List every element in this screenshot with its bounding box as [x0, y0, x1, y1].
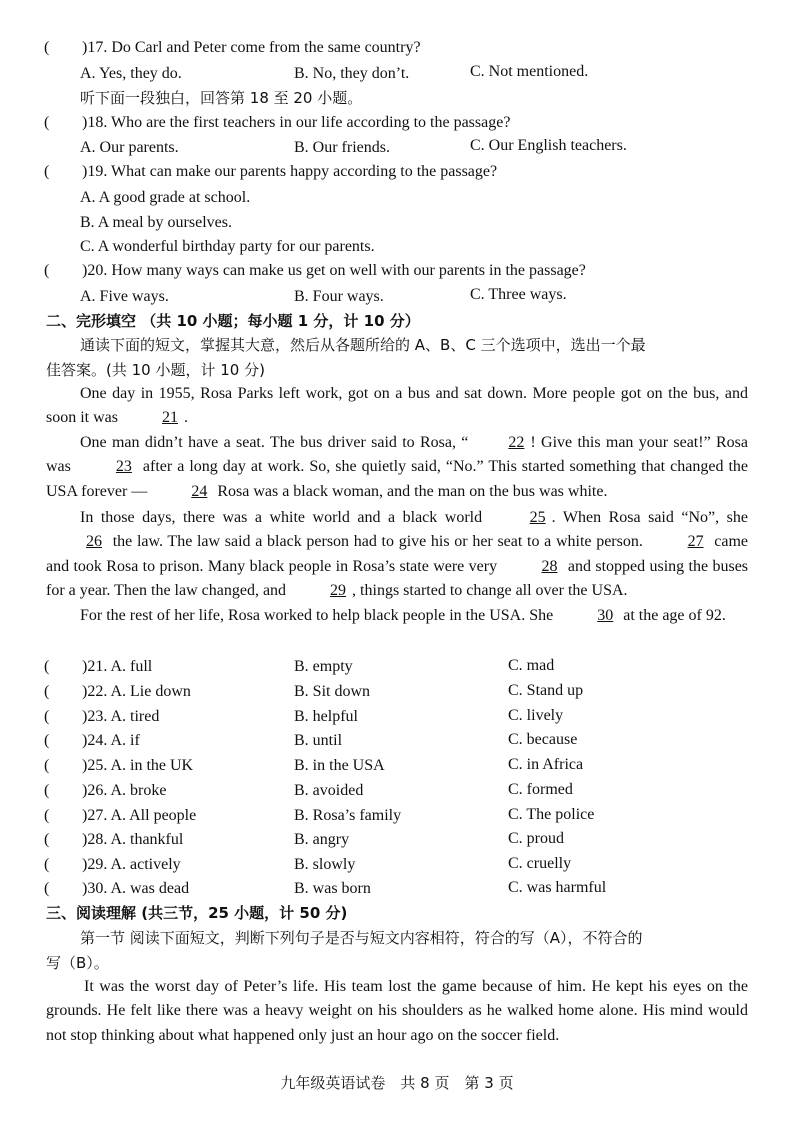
blank-29: 29 — [330, 582, 347, 600]
reading-instruction-2: 写（B）。 — [46, 954, 109, 972]
option-b: B. Rosa’s family — [294, 807, 402, 824]
reading-instruction-1: 第一节 阅读下面短文，判断下列句子是否与短文内容相符，符合的写（A），不符合的 — [80, 929, 643, 947]
question-text: )17. Do Carl and Peter come from the same country? — [82, 39, 421, 56]
option-b: B. in the USA — [294, 757, 385, 774]
answer-paren[interactable]: ( — [44, 658, 50, 675]
option-a: A. A good grade at school. — [80, 189, 251, 206]
blank-23: 23 — [115, 458, 132, 476]
passage-text: at the age of 92. — [623, 607, 726, 624]
option-b: B. angry — [294, 831, 350, 848]
blank-25: 25 — [529, 509, 546, 526]
section-heading-reading: 三、阅读理解 (共三节，25 小题，计 50 分) — [46, 904, 348, 922]
answer-paren[interactable]: ( — [44, 831, 50, 848]
blank-27: 27 — [687, 533, 704, 551]
reading-passage: It was the worst day of Peter’s life. His team lost the game because of him. He kept his eyes on the grounds. He felt like there was a heavy weight on his shoulders as he walked home alone. His mind would not stop thinking about what happened only just an hour ago on the soccer field. — [46, 978, 748, 1044]
option-row-21 — [44, 657, 152, 677]
passage-text: . When Rosa said “No”, she — [551, 509, 748, 526]
question-19 — [44, 162, 497, 182]
blank-24: 24 — [191, 482, 208, 500]
option-b: B. Sit down — [294, 683, 371, 700]
option-a: )25. A. in the UK — [82, 757, 194, 774]
option-a: A. Five ways. — [80, 288, 169, 305]
option-a: )28. A. thankful — [82, 831, 184, 848]
answer-paren[interactable]: ( — [44, 39, 50, 56]
option-c: C. formed — [508, 781, 573, 798]
answer-paren[interactable]: ( — [44, 856, 50, 873]
passage-text: after a long day at work. So, she quietly said, “No.” This started something that changed the USA forever — — [46, 458, 749, 500]
option-b: B. No, they don’t. — [294, 65, 410, 82]
option-row-26 — [44, 781, 166, 801]
question-text: )19. What can make our parents happy according to the passage? — [82, 163, 498, 180]
cloze-paragraph-4 — [46, 604, 748, 628]
answer-paren[interactable]: ( — [44, 683, 50, 700]
option-a: A. Our parents. — [80, 139, 179, 156]
blank-28: 28 — [541, 557, 558, 575]
option-row-22 — [44, 682, 191, 702]
option-row-27 — [44, 806, 196, 826]
option-b: B. slowly — [294, 856, 356, 873]
option-a: )30. A. was dead — [82, 880, 190, 897]
blank-26: 26 — [86, 533, 102, 551]
passage-text: . — [184, 409, 188, 427]
answer-paren[interactable]: ( — [44, 262, 50, 279]
passage-text: , things started to change all over the USA. — [352, 582, 628, 600]
passage-text: and stopped using the buses for a year. Then the law changed, and — [46, 557, 749, 600]
option-row-29 — [44, 855, 181, 875]
option-row-28 — [44, 830, 183, 850]
option-c: C. because — [508, 731, 578, 748]
option-row-23 — [44, 707, 159, 727]
option-c: C. Our English teachers. — [470, 137, 627, 154]
question-17 — [44, 38, 421, 58]
passage-text: ! Give this man your seat!” Rosa was — [46, 434, 748, 476]
option-c: C. was harmful — [508, 879, 607, 896]
option-b: B. until — [294, 732, 343, 749]
passage-text: One day in 1955, Rosa Parks left work, got on a bus and sat down. More people got on the bus, and soon it was — [46, 385, 748, 427]
answer-paren[interactable]: ( — [44, 163, 50, 180]
listening-instruction: 听下面一段独白，回答第 18 至 20 小题。 — [80, 89, 363, 107]
passage-text: For the rest of her life, Rosa worked to help black people in the USA. She — [80, 607, 554, 624]
option-b: B. was born — [294, 880, 371, 897]
option-a: )27. A. All people — [82, 807, 197, 824]
option-c: C. Not mentioned. — [470, 63, 589, 80]
section-heading-cloze: 二、完形填空 （共 10 小题；每小题 1 分，计 10 分） — [46, 312, 420, 330]
blank-30: 30 — [597, 607, 614, 624]
answer-paren[interactable]: ( — [44, 782, 50, 799]
passage-text: came and took Rosa to prison. Many black people in Rosa’s state were very — [46, 533, 749, 575]
option-a: )24. A. if — [82, 732, 140, 749]
cloze-paragraph-3 — [46, 506, 748, 604]
answer-paren[interactable]: ( — [44, 708, 50, 725]
option-b: B. helpful — [294, 708, 358, 725]
option-row-30 — [44, 879, 189, 899]
option-b: B. A meal by ourselves. — [80, 214, 232, 231]
passage-text: In those days, there was a white world and a black world — [80, 509, 483, 526]
answer-paren[interactable]: ( — [44, 757, 50, 774]
cloze-instruction-2: 佳答案。(共 10 小题，计 10 分) — [46, 361, 265, 379]
option-c: C. A wonderful birthday party for our parents. — [80, 238, 375, 255]
option-b: B. Our friends. — [294, 139, 390, 156]
question-20 — [44, 261, 586, 281]
option-row-25 — [44, 756, 193, 776]
answer-paren[interactable]: ( — [44, 114, 50, 131]
option-c: C. Three ways. — [470, 286, 567, 303]
question-text: )18. Who are the first teachers in our life according to the passage? — [82, 114, 511, 131]
question-18 — [44, 113, 510, 133]
page-footer: 九年级英语试卷 共 8 页 第 3 页 — [280, 1074, 514, 1092]
answer-paren[interactable]: ( — [44, 732, 50, 749]
option-c: C. lively — [508, 707, 564, 724]
option-b: B. Four ways. — [294, 288, 384, 305]
cloze-paragraph-2 — [46, 431, 748, 504]
option-b: B. avoided — [294, 782, 364, 799]
cloze-instruction-1: 通读下面的短文，掌握其大意，然后从各题所给的 A、B、C 三个选项中，选出一个最 — [80, 336, 646, 354]
answer-paren[interactable]: ( — [44, 880, 50, 897]
cloze-paragraph-1 — [46, 382, 748, 431]
question-text: )20. How many ways can make us get on well with our parents in the passage? — [82, 262, 586, 279]
option-c: C. mad — [508, 657, 555, 674]
option-c: C. proud — [508, 830, 564, 847]
passage-text: the law. The law said a black person had to give his or her seat to a white person. — [112, 533, 643, 551]
option-a: A. Yes, they do. — [80, 65, 182, 82]
passage-text: Rosa was a black woman, and the man on the bus was white. — [217, 482, 608, 500]
passage-text: One man didn’t have a seat. The bus driver said to Rosa, “ — [80, 434, 469, 451]
option-c: C. Stand up — [508, 682, 584, 699]
option-a: )21. A. full — [82, 658, 153, 675]
option-b: B. empty — [294, 658, 353, 675]
answer-paren[interactable]: ( — [44, 807, 50, 824]
option-row-24 — [44, 731, 140, 751]
option-a: )23. A. tired — [82, 708, 160, 725]
blank-22: 22 — [508, 434, 525, 451]
option-c: C. The police — [508, 806, 595, 823]
option-a: )26. A. broke — [82, 782, 167, 799]
option-c: C. in Africa — [508, 756, 584, 773]
blank-21: 21 — [162, 409, 178, 427]
option-a: )22. A. Lie down — [82, 683, 191, 700]
option-c: C. cruelly — [508, 855, 572, 872]
option-a: )29. A. actively — [82, 856, 181, 873]
